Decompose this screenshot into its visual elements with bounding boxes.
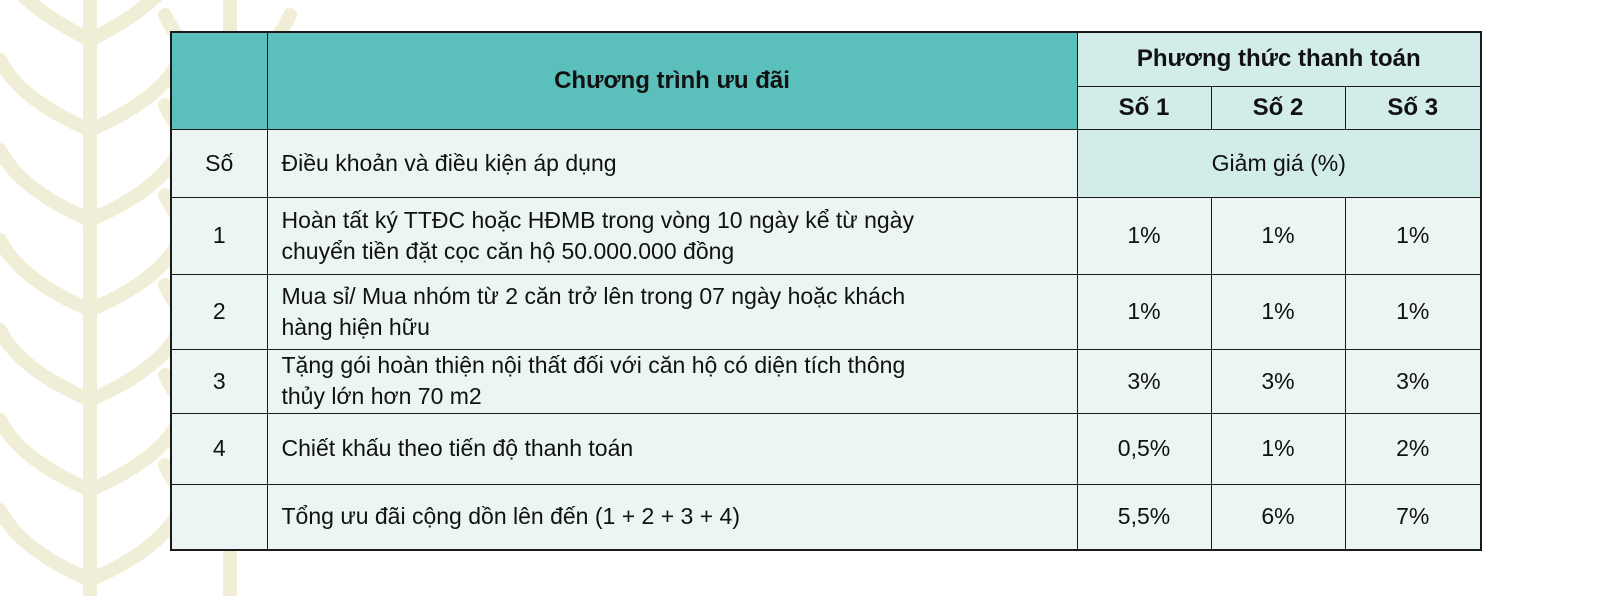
row-value-method-3: 1% (1345, 197, 1481, 274)
total-value-method-2: 6% (1211, 484, 1345, 550)
header-blank-cell (171, 32, 267, 129)
header-program: Chương trình ưu đãi (267, 32, 1077, 129)
row-value-method-1: 3% (1077, 349, 1211, 413)
header-method-1: Số 1 (1077, 87, 1211, 130)
header-row (171, 32, 1481, 87)
total-label: Tổng ưu đãi cộng dồn lên đến (1 + 2 + 3 + 4) (267, 484, 1077, 550)
row-terms-line2: chuyển tiền đặt cọc căn hộ 50.000.000 đồng (281, 237, 735, 264)
row-terms-line1: Mua sỉ/ Mua nhóm từ 2 căn trở lên trong 07 ngày hoặc khách (281, 282, 906, 309)
table-row (171, 413, 1481, 484)
subheader-no: Số (171, 129, 267, 197)
row-terms: Chiết khấu theo tiến độ thanh toán (267, 413, 1077, 484)
header-payment-methods: Phương thức thanh toán (1077, 32, 1481, 87)
discount-program-table (170, 31, 1482, 551)
table-row (171, 274, 1481, 349)
table-row (171, 197, 1481, 274)
total-value-method-3: 7% (1345, 484, 1481, 550)
subheader-row (171, 129, 1481, 197)
total-value-method-1: 5,5% (1077, 484, 1211, 550)
row-value-method-3: 1% (1345, 274, 1481, 349)
row-number: 3 (171, 349, 267, 413)
row-value-method-3: 2% (1345, 413, 1481, 484)
row-value-method-3: 3% (1345, 349, 1481, 413)
table-row (171, 349, 1481, 413)
row-value-method-1: 1% (1077, 197, 1211, 274)
subheader-discount: Giảm giá (%) (1077, 129, 1481, 197)
row-terms (267, 349, 1077, 413)
total-number (171, 484, 267, 550)
row-terms-line1: Tặng gói hoàn thiện nội thất đối với căn hộ có diện tích thông (281, 352, 906, 379)
row-value-method-2: 3% (1211, 349, 1345, 413)
discount-table-container (170, 31, 1480, 551)
row-value-method-1: 0,5% (1077, 413, 1211, 484)
row-terms-line2: thủy lớn hơn 70 m2 (281, 383, 482, 410)
row-number: 4 (171, 413, 267, 484)
row-terms (267, 197, 1077, 274)
row-terms-line2: hàng hiện hữu (281, 313, 430, 340)
total-row (171, 484, 1481, 550)
header-method-3: Số 3 (1345, 87, 1481, 130)
row-value-method-2: 1% (1211, 197, 1345, 274)
row-number: 1 (171, 197, 267, 274)
row-terms-line1: Hoàn tất ký TTĐC hoặc HĐMB trong vòng 10 ngày kể từ ngày (281, 206, 914, 233)
row-number: 2 (171, 274, 267, 349)
header-method-2: Số 2 (1211, 87, 1345, 130)
row-value-method-2: 1% (1211, 274, 1345, 349)
subheader-terms: Điều khoản và điều kiện áp dụng (267, 129, 1077, 197)
row-value-method-1: 1% (1077, 274, 1211, 349)
row-terms (267, 274, 1077, 349)
row-value-method-2: 1% (1211, 413, 1345, 484)
